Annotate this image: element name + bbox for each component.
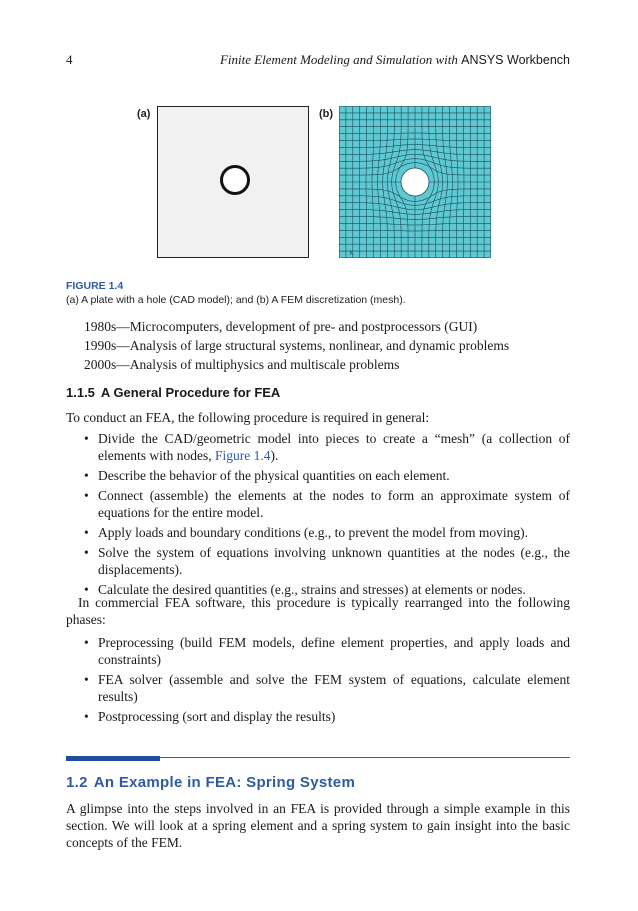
figure-1-4-link[interactable]: Figure 1.4 <box>214 448 271 463</box>
subsection-title: A General Procedure for FEA <box>100 385 281 400</box>
step-text: Connect (assemble) the elements at the nodes to form an approximate system of equations for the entire model. <box>98 488 570 520</box>
section-heading <box>66 774 355 791</box>
axis-x-label: X <box>349 251 354 257</box>
section-title: An Example in FEA: Spring System <box>93 774 356 791</box>
subsection-number: 1.1.5 <box>66 385 95 400</box>
running-title <box>220 52 570 68</box>
bullet: • <box>84 545 89 560</box>
page-number: 4 <box>66 52 73 67</box>
figure-caption-text: (a) A plate with a hole (CAD model); and (b) A FEM discretization (mesh). <box>66 294 406 306</box>
procedure-intro: To conduct an FEA, the following procedure is required in general: <box>66 410 430 425</box>
bullet: • <box>84 672 89 687</box>
procedure-step <box>66 544 570 578</box>
mesh-hole <box>401 168 429 196</box>
step-text: Divide the CAD/geometric model into pieces to create a “mesh” (a collection of elements with nodes, <box>98 431 570 463</box>
history-item: 1990s—Analysis of large structural systems, nonlinear, and dynamic problems <box>84 338 510 353</box>
step-text: Solve the system of equations involving unknown quantities at the nodes (e.g., the displacements). <box>98 545 570 577</box>
procedure-step <box>66 524 570 541</box>
running-title-italic: Finite Element Modeling and Simulation with <box>219 52 458 67</box>
figure-label-a: (a) <box>137 108 151 120</box>
running-header <box>66 48 570 70</box>
procedure-step <box>66 467 570 484</box>
procedure-step <box>66 430 570 464</box>
history-item: 2000s—Analysis of multiphysics and multiscale problems <box>84 357 400 372</box>
section-rule-accent <box>66 756 160 761</box>
commercial-paragraph: In commercial FEA software, this procedure is typically rearranged into the following phases: <box>66 595 570 627</box>
history-item: 1980s—Microcomputers, development of pre- and postprocessors (GUI) <box>84 319 478 334</box>
phase-text: Postprocessing (sort and display the results) <box>98 709 336 724</box>
step-text: Calculate the desired quantities (e.g., strains and stresses) at elements or nodes. <box>98 582 526 597</box>
phase-list <box>66 634 570 728</box>
bullet: • <box>84 635 89 650</box>
bullet: • <box>84 468 89 483</box>
plate-with-hole-cad <box>157 106 309 258</box>
step-text: Apply loads and boundary conditions (e.g., to prevent the model from moving). <box>98 525 529 540</box>
section-intro-paragraph: A glimpse into the steps involved in an FEA is provided through a simple example in this section. We will look at a spring element and a spring system to gain insight into the basic concepts of the FEM. <box>66 801 570 850</box>
bullet: • <box>84 431 89 446</box>
bullet: • <box>84 488 89 503</box>
step-text: Describe the behavior of the physical quantities on each element. <box>98 468 450 483</box>
procedure-list <box>66 430 570 601</box>
procedure-step <box>66 487 570 521</box>
bullet: • <box>84 525 89 540</box>
bullet: • <box>84 582 89 597</box>
figure-caption-title: FIGURE 1.4 <box>66 280 124 292</box>
phase-item <box>66 671 570 705</box>
fem-mesh-figure <box>339 106 491 258</box>
figure-label-b: (b) <box>319 108 334 120</box>
phase-text: FEA solver (assemble and solve the FEM system of equations, calculate element results) <box>98 672 570 704</box>
step-text-end: ). <box>270 448 279 463</box>
running-title-roman: ANSYS Workbench <box>461 53 570 67</box>
hole-circle <box>220 165 250 195</box>
section-number: 1.2 <box>66 774 88 791</box>
phase-text: Preprocessing (build FEM models, define element properties, and apply loads and constraints) <box>98 635 570 667</box>
phase-item <box>66 708 570 725</box>
phase-item <box>66 634 570 668</box>
bullet: • <box>84 709 89 724</box>
subsection-heading <box>66 385 280 400</box>
